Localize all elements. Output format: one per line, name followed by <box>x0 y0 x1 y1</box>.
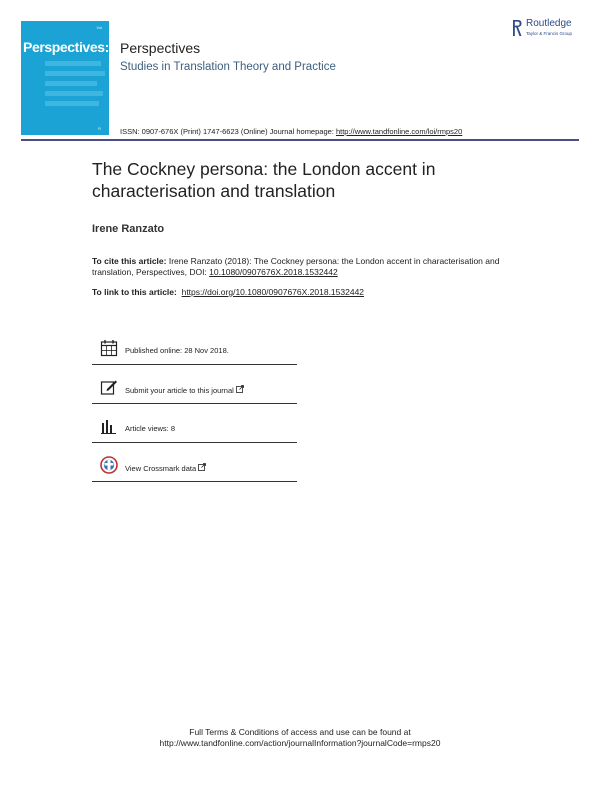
crossmark-text: View Crossmark data <box>125 464 197 473</box>
submit-article-link[interactable] <box>125 385 244 395</box>
published-online-text: Published online: 28 Nov 2018. <box>125 346 229 355</box>
submit-article-text: Submit your article to this journal <box>125 386 234 395</box>
citation-text: Irene Ranzato (2018): The Cockney persona: the London accent in characterisation and translation, Perspectives, DOI: <box>92 256 500 277</box>
crossmark-icon <box>100 456 118 474</box>
journal-subtitle: Studies in Translation Theory and Practice <box>120 61 336 73</box>
journal-title: Perspectives <box>120 40 201 56</box>
cover-decoration <box>45 101 99 106</box>
crossmark-row[interactable] <box>92 444 297 482</box>
article-views-row <box>92 405 297 443</box>
journal-cover <box>21 21 109 135</box>
submit-article-row[interactable] <box>92 366 297 404</box>
submit-icon <box>100 378 118 396</box>
bar-chart-icon <box>100 417 118 435</box>
header-divider <box>21 139 579 141</box>
issn-text: ISSN: 0907-676X (Print) 1747-6623 (Online) Journal homepage: <box>120 127 336 136</box>
issn-line <box>120 127 462 136</box>
citation-block <box>92 256 512 278</box>
cover-decoration <box>45 91 103 96</box>
link-label: To link to this article: <box>92 287 177 297</box>
link-block <box>92 287 364 297</box>
calendar-icon <box>100 339 118 357</box>
journal-homepage-link[interactable]: http://www.tandfonline.com/loi/rmps20 <box>335 127 463 136</box>
publisher-logo <box>511 18 591 40</box>
external-link-icon <box>236 385 244 393</box>
article-url-link[interactable]: https://doi.org/10.1080/0907676X.2018.1532442 <box>181 287 365 297</box>
cover-decoration <box>45 71 105 76</box>
cover-volume: Vol. <box>96 25 103 30</box>
cover-title: Perspectives: <box>23 39 109 55</box>
article-title: The Cockney persona: the London accent in characterisation and translation <box>92 159 436 201</box>
crossmark-link[interactable] <box>125 463 206 473</box>
article-author: Irene Ranzato <box>92 223 165 235</box>
journal-information-link[interactable]: http://www.tandfonline.com/action/journalInformation?journalCode=rmps20 <box>159 738 441 748</box>
publisher-name: Routledge <box>526 18 572 29</box>
routledge-logo-icon <box>511 18 523 38</box>
terms-footer <box>0 727 600 749</box>
external-link-icon <box>198 463 206 471</box>
publisher-tagline: Taylor & Francis Group <box>526 31 573 36</box>
terms-footer-line: Full Terms & Conditions of access and use can be found at <box>189 727 411 737</box>
cover-decoration <box>45 81 97 86</box>
cover-publisher: R <box>98 126 101 131</box>
doi-link[interactable]: 10.1080/0907676X.2018.1532442 <box>209 267 338 277</box>
citation-label: To cite this article: <box>92 256 167 266</box>
cover-decoration <box>45 61 101 66</box>
article-views-text: Article views: 8 <box>125 424 176 433</box>
published-online-row <box>92 327 297 365</box>
